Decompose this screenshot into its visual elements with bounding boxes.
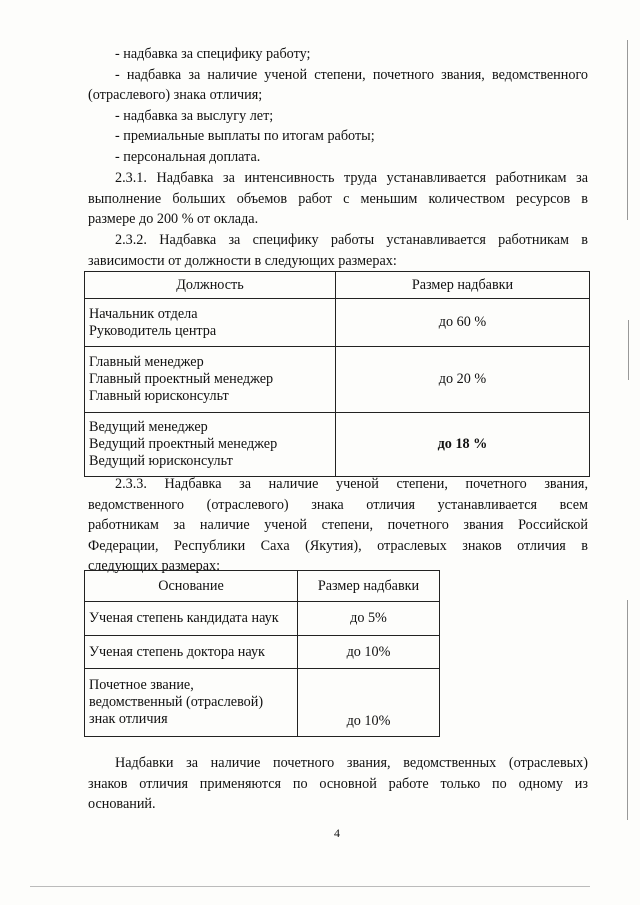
allowance-value: до 60 % [336, 299, 590, 347]
closing-paragraph [88, 753, 588, 815]
list-item: - надбавка за наличие ученой степени, почетного звания, ведомственного [115, 66, 588, 83]
basis-text: ведомственный (отраслевой) [89, 694, 264, 710]
position-name: Начальник отдела [89, 305, 198, 322]
position-cell [85, 299, 336, 347]
paragraph-line: ведомственного (отраслевого) знака отличия устанавливается всем [88, 496, 588, 513]
list-item: - надбавка за специфику работу; [115, 46, 311, 62]
list-item: - персональная доплата. [115, 148, 261, 165]
table-row [85, 602, 440, 636]
paragraph-2-3-2 [88, 230, 588, 271]
allowance-value: до 18 % [336, 413, 590, 477]
allowance-list [88, 44, 588, 168]
allowance-value: до 20 % [336, 347, 590, 413]
basis-text: знак отличия [89, 711, 168, 727]
allowance-value: до 10% [298, 669, 440, 737]
basis-text: Ученая степень доктора наук [89, 643, 265, 660]
paragraph-line: оснований. [88, 796, 156, 813]
list-item: - премиальные выплаты по итогам работы; [115, 128, 375, 145]
paragraph-line: зависимости от должности в следующих размерах: [88, 252, 397, 269]
paragraph-line: следующих размерах: [88, 558, 221, 575]
basis-cell [85, 669, 298, 737]
column-header-allowance: Размер надбавки [336, 272, 590, 299]
position-name: Ведущий проектный менеджер [89, 436, 278, 452]
scan-edge-mark [628, 320, 629, 380]
allowance-value: до 5% [298, 602, 440, 636]
column-header-allowance: Размер надбавки [298, 571, 440, 602]
column-header-basis: Основание [85, 571, 298, 602]
position-name: Главный проектный менеджер [89, 371, 274, 387]
paragraph-line: Надбавки за наличие почетного звания, ведомственных (отраслевых) [115, 755, 588, 771]
basis-text: Ученая степень кандидата наук [89, 610, 279, 626]
table-row [85, 413, 590, 477]
table-row [85, 669, 440, 737]
list-item-continuation: (отраслевого) знака отличия; [88, 87, 263, 104]
basis-cell [85, 636, 298, 669]
table-row [85, 299, 590, 347]
table-row [85, 636, 440, 669]
position-name: Ведущий менеджер [89, 419, 208, 435]
paragraph-line: знаков отличия применяются по основной работе только по одному из [88, 775, 588, 792]
paragraph-line: 2.3.2. Надбавка за специфику работы устанавливается работникам в [115, 232, 588, 248]
scan-edge-mark [627, 40, 628, 220]
paragraph-line: 2.3.3. Надбавка за наличие ученой степени, почетного звания, [115, 476, 588, 492]
table-row [85, 347, 590, 413]
column-header-position: Должность [85, 272, 336, 299]
table-header-row [85, 571, 440, 602]
degree-allowance-table [84, 570, 440, 737]
paragraph-line: размере до 200 % от оклада. [88, 211, 259, 228]
paragraph-line: работникам за наличие ученой степени, почетного звания Российской [88, 517, 588, 534]
position-cell [85, 347, 336, 413]
basis-text: Почетное звание, [89, 677, 194, 693]
position-name: Главный юрисконсульт [89, 388, 229, 404]
table-header-row [85, 272, 590, 299]
list-item: - надбавка за выслугу лет; [115, 107, 274, 124]
paragraph-line: выполнение больших объемов работ с меньшим количеством ресурсов в [88, 190, 588, 207]
paragraph-2-3-3 [88, 474, 588, 577]
position-name: Руководитель центра [89, 322, 217, 339]
scan-bottom-line [30, 886, 590, 887]
position-name: Ведущий юрисконсульт [89, 453, 233, 469]
allowance-value: до 10% [298, 636, 440, 669]
paragraph-line: 2.3.1. Надбавка за интенсивность труда устанавливается работникам за [115, 170, 588, 186]
paragraph-line: Федерации, Республики Саха (Якутия), отраслевых знаков отличия в [88, 537, 588, 554]
position-allowance-table [84, 271, 590, 477]
page-number: 4 [334, 826, 340, 840]
basis-cell [85, 602, 298, 636]
scan-edge-mark [627, 600, 628, 820]
position-name: Главный менеджер [89, 354, 204, 370]
position-cell [85, 413, 336, 477]
paragraph-2-3-1 [88, 168, 588, 230]
